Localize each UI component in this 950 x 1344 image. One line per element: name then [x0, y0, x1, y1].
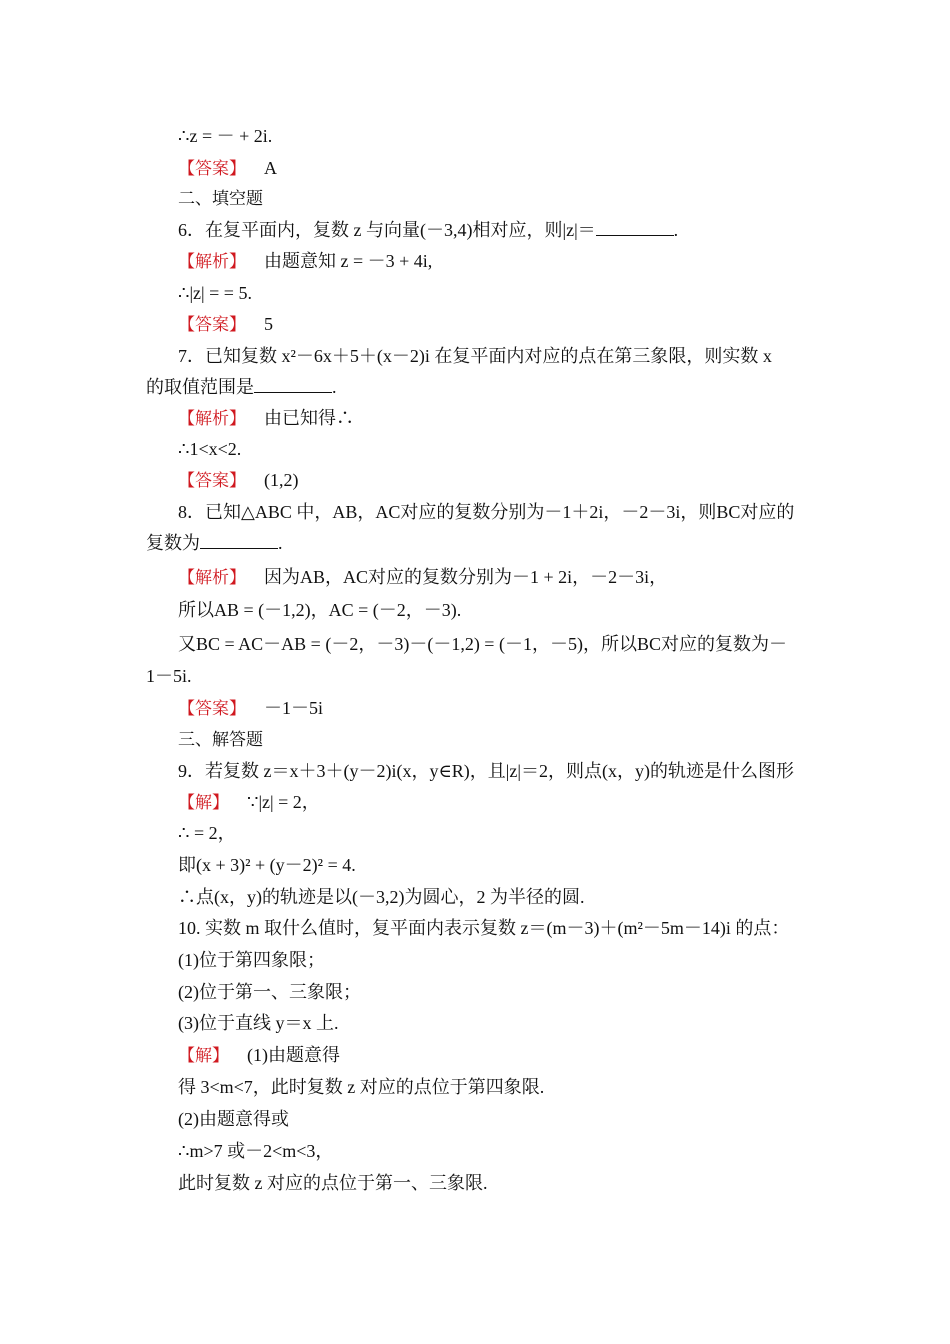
question-6 [178, 218, 678, 242]
question-6-text: 6．在复平面内，复数 z 与向量(－3,4)相对应，则|z|＝ [178, 220, 596, 240]
question-7-text: 的取值范围是 [146, 377, 254, 397]
question-10: 10. 实数 m 取什么值时，复平面内表示复数 z＝(m－3)＋(m²－5m－14)i 的点： [178, 918, 790, 938]
question-8-end: . [278, 533, 283, 553]
question-10-part-2: (2)位于第一、三象限； [178, 982, 361, 1002]
section-heading-solve: 三、解答题 [178, 730, 263, 750]
solution-text: (1)由题意得 [247, 1045, 340, 1065]
question-9: 9．若复数 z＝x＋3＋(y－2)i(x，y∈R)，且|z|＝2，则点(x，y)的轨迹是什么图形 [178, 761, 794, 781]
question-10-part-3: (3)位于直线 y＝x 上. [178, 1013, 339, 1033]
answer-row-6 [178, 312, 273, 337]
answer-value: －1－5i [264, 698, 324, 718]
line-equation: ∴ = 2， [178, 823, 236, 843]
question-10-part-1: (1)位于第四象限； [178, 950, 325, 970]
analysis-text: 由题意知 z = －3 + 4i, [264, 251, 433, 271]
line-modulus: ∴|z| = = 5. [178, 283, 252, 303]
line-part2-start: (2)由题意得或 [178, 1109, 289, 1129]
solution-row-9 [178, 790, 320, 815]
answer-value: 5 [264, 314, 273, 334]
answer-value: A [264, 158, 277, 178]
analysis-tag: 【解析】 [178, 409, 246, 429]
answer-tag: 【答案】 [178, 315, 246, 335]
answer-row-7 [178, 468, 299, 493]
question-7: 7．已知复数 x²－6x＋5＋(x－2)i 在复平面内对应的点在第三象限，则实数 x [178, 346, 772, 366]
analysis-row-6 [178, 249, 432, 274]
line-part2-range: ∴m>7 或－2<m<3， [178, 1141, 334, 1161]
line-vectors: 所以AB = (－1,2)，AC = (－2，－3). [178, 600, 462, 620]
analysis-row-7 [178, 406, 354, 431]
question-7-end: . [332, 377, 337, 397]
question-6-end: . [673, 220, 679, 240]
solution-text: ∵|z| = 2， [247, 792, 320, 812]
question-7-cont [146, 375, 337, 399]
analysis-text: 由已知得∴ [264, 408, 354, 428]
question-8-text: 复数为 [146, 533, 200, 553]
solution-tag: 【解】 [178, 793, 229, 813]
line-circle-equation: 即(x + 3)² + (y－2)² = 4. [178, 855, 356, 875]
answer-tag: 【答案】 [178, 159, 246, 179]
line-bc-vector: 又BC = AC－AB = (－2，－3)－(－1,2) = (－1，－5)，所以BC对应的复数为－ [178, 634, 787, 654]
answer-blank [254, 376, 332, 393]
answer-tag: 【答案】 [178, 699, 246, 719]
solution-row-10 [178, 1043, 340, 1068]
answer-tag: 【答案】 [178, 471, 246, 491]
answer-row-5 [178, 156, 277, 181]
analysis-tag: 【解析】 [178, 252, 246, 272]
section-heading-fill-in: 二、填空题 [178, 189, 263, 209]
answer-blank [596, 219, 674, 236]
question-8-cont [146, 531, 283, 555]
analysis-tag: 【解析】 [178, 568, 246, 588]
analysis-text: 因为AB，AC对应的复数分别为－1 + 2i，－2－3i， [264, 567, 668, 587]
answer-blank [200, 532, 278, 549]
line-bc-result: 1－5i. [146, 666, 192, 686]
line-range-x: ∴1<x<2. [178, 439, 242, 459]
solution-tag: 【解】 [178, 1046, 229, 1066]
question-8: 8．已知△ABC 中，AB，AC对应的复数分别为－1＋2i，－2－3i，则BC对应的 [178, 502, 795, 522]
line-part1-result: 得 3<m<7，此时复数 z 对应的点位于第四象限. [178, 1077, 545, 1097]
analysis-row-8 [178, 565, 667, 590]
line-circle-conclusion: ∴点(x，y)的轨迹是以(－3,2)为圆心，2 为半径的圆. [178, 887, 585, 907]
answer-row-8 [178, 696, 323, 721]
line-conclusion-z: ∴z = － + 2i. [178, 126, 273, 146]
answer-value: (1,2) [264, 470, 299, 490]
line-part2-result: 此时复数 z 对应的点位于第一、三象限. [178, 1173, 488, 1193]
